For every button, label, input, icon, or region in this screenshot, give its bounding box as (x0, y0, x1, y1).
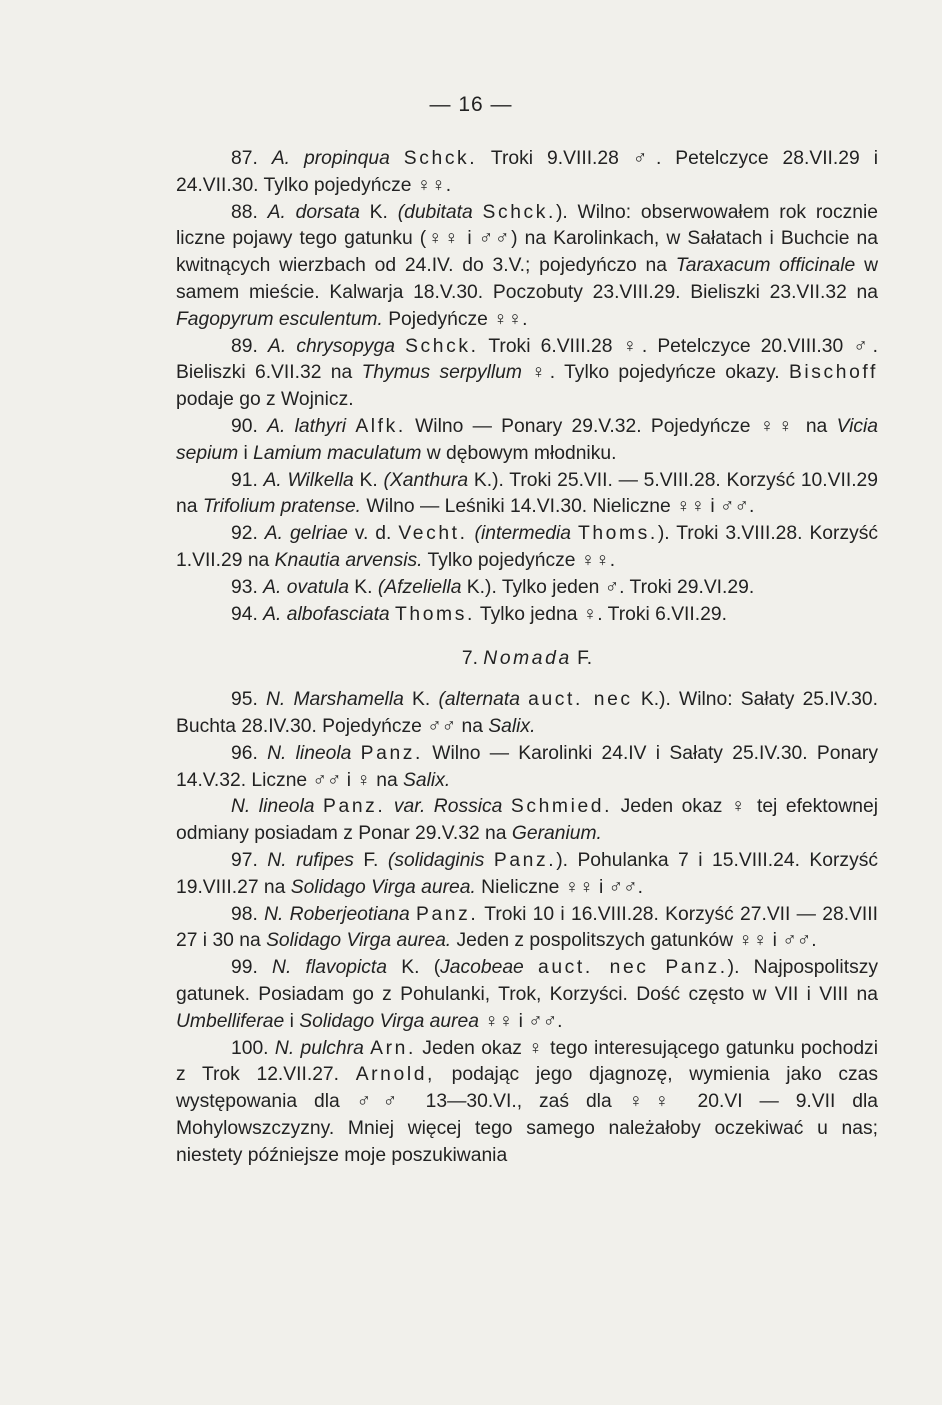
italic-text: Jacobeae (440, 957, 524, 979)
italic-text: N. Roberjeotiana (264, 903, 410, 925)
species-entry (176, 741, 878, 795)
page-number: — 16 — (429, 93, 513, 116)
italic-text: var. Rossica (393, 796, 503, 818)
text-run (351, 743, 360, 764)
italic-text: Solidago Virga aurea. (290, 876, 476, 898)
spaced-text: Panz. (416, 903, 479, 925)
text-run: 91. (231, 469, 264, 491)
spaced-text: Alfk. (355, 415, 406, 437)
text-run: Jeden okaz ♀ tej efektownej odmiany posiadam z Ponar 29.V.32 na (176, 796, 879, 845)
text-run: 92. (231, 523, 265, 545)
text-run: Nieliczne ♀♀ i ♂♂. (475, 876, 643, 898)
text-run (395, 336, 405, 357)
italic-text: (Xanthura (383, 469, 469, 491)
text-run: 95. (231, 689, 266, 711)
text-run: K.). Wilno: Sałaty 25.IV.30. Buchta 28.IV.30. Pojedyńcze ♂♂ na (176, 689, 878, 737)
text-run: ). Najpospolitszy gatunek. Posiadam go z Pohulanki, Trok, Korzyści. Dość często w VII i VIII na (176, 957, 878, 1005)
italic-text: Knautia arvensis. (274, 549, 423, 571)
italic-text: Trifolium pratense. (202, 496, 362, 518)
italic-text: (alternata (438, 689, 520, 711)
italic-text: Vicia sepium (176, 415, 879, 464)
text-run: v. d. (347, 523, 399, 545)
italic-text: A. Wilkella (263, 469, 354, 491)
text-run: K.). Tylko jeden ♂. Troki 29.VI.29. (461, 576, 755, 598)
italic-text: N. flavopicta (272, 957, 388, 979)
text-run: ). Wilno: obserwowałem rok rocznie liczne pojawy tego gatunku (♀♀ i ♂♂) na Karolinkach, w Sałatach i Buchcie na kwitnących wierzbach od 24.IV. do 3.V.; pojedyńczo na (176, 201, 878, 277)
species-entry (176, 334, 878, 414)
text-run: 97. (231, 849, 268, 871)
text-run (484, 850, 494, 871)
text-run: 100. (231, 1037, 275, 1059)
text-run: K. (403, 689, 439, 711)
text-run (346, 416, 355, 437)
spaced-text: auct. nec (528, 689, 633, 711)
species-entry (176, 794, 878, 848)
spaced-text: Arnold, (355, 1064, 435, 1086)
text-run: ♀♀ i ♂♂. (478, 1010, 563, 1032)
text-run: 93. (231, 576, 264, 598)
spaced-text: Panz. (493, 849, 557, 871)
spaced-text: Arn. (370, 1037, 416, 1059)
italic-text: A. lathyri (267, 415, 347, 437)
italic-text: (dubitata (397, 201, 473, 223)
species-entry (176, 955, 878, 1035)
italic-text: Fagopyrum esculentum. (176, 308, 383, 330)
species-entry (176, 468, 878, 522)
species-entry (176, 200, 878, 334)
italic-text: A. gelriae (264, 523, 348, 545)
text-run: i (284, 1010, 300, 1032)
text-run: w dębowym młodniku. (421, 442, 617, 464)
text-run: podaje go z Wojnicz. (176, 389, 354, 411)
text-run: 88. (231, 201, 268, 223)
species-entry (176, 687, 878, 741)
text-run: 90. (231, 415, 268, 437)
spaced-text: Vecht. (398, 523, 468, 545)
section-number: 7. (461, 648, 484, 670)
text-run: ). Pohulanka 7 i 15.VIII.24. Korzyść 19.VIII.27 na (176, 849, 878, 898)
text-run: i (238, 442, 254, 464)
italic-text: Umbelliferae (176, 1010, 285, 1032)
text-run: Troki 6.VIII.28 ♀. Petelczyce 20.VIII.30 ♂. Bieliszki 6.VII.32 na (176, 335, 878, 384)
text-run: K. (353, 469, 384, 491)
text-run: F. (353, 849, 388, 871)
text-run (390, 148, 404, 169)
italic-text: N. lineola (231, 796, 315, 818)
spaced-text: Schmied. (510, 796, 613, 818)
italic-text: Geranium. (511, 823, 602, 845)
italic-text: A. ovatula (263, 576, 349, 598)
text-run: Jeden z pospolitszych gatunków ♀♀ i ♂♂. (451, 930, 817, 952)
body-text (176, 146, 878, 1169)
text-run (524, 957, 538, 978)
text-run: Jeden okaz ♀ tego interesującego gatunku pochodzi z Trok 12.VII.27. (176, 1037, 878, 1086)
italic-text: Taraxacum officinale (675, 255, 856, 277)
spaced-text: Panz. (323, 796, 386, 818)
text-run: 89. (231, 335, 268, 357)
species-entry (176, 602, 878, 629)
italic-text: A. chrysopyga (267, 335, 395, 357)
italic-text: (intermedia (474, 523, 571, 545)
italic-text: Salix. (488, 715, 536, 737)
text-run: K.). Troki 25.VII. — 5.VIII.28. Korzyść 10.VII.29 na (176, 469, 878, 518)
italic-text: A. albofasciata (263, 603, 390, 625)
spaced-text: Bischoff (788, 362, 878, 384)
text-run: Troki 9.VIII.28 ♂. Petelczyce 28.VII.29 i 24.VII.30. Tylko pojedyńcze ♀♀. (176, 148, 878, 196)
italic-text: A. propinqua (271, 148, 390, 169)
spaced-text: Thoms. (395, 603, 475, 625)
section-author: F. (571, 648, 593, 670)
italic-text: Salix. (403, 769, 451, 791)
text-run: w samem mieście. Kalwarja 18.V.30. Poczobuty 23.VIII.29. Bieliszki 23.VII.32 na (176, 255, 878, 303)
italic-text: N. lineola (267, 742, 352, 764)
italic-text: Lamium maculatum (253, 442, 422, 464)
species-entry (176, 1036, 878, 1170)
text-run (468, 523, 475, 544)
species-entry (176, 146, 878, 200)
italic-text: (Afzeliella (377, 576, 462, 598)
text-run: Troki 10 i 16.VIII.28. Korzyść 27.VII — 28.VIII 27 i 30 na (176, 903, 878, 952)
italic-text: N. rufipes (267, 849, 354, 871)
text-run (520, 689, 528, 710)
text-run: Tylko pojedyńcze ♀♀. (422, 549, 616, 571)
text-run: 96. (231, 742, 268, 764)
text-run: K. ( (387, 957, 441, 979)
entries-andrena (176, 146, 878, 628)
spaced-text: Schck. (405, 335, 479, 357)
text-run (473, 202, 483, 223)
text-run: 99. (231, 957, 273, 979)
species-entry (176, 414, 878, 468)
text-run (315, 796, 324, 817)
text-run (571, 523, 578, 544)
text-run: Tylko jedna ♀. Troki 6.VII.29. (474, 603, 727, 625)
spaced-text: Panz. (360, 742, 423, 764)
section-genus: Nomada (483, 648, 572, 670)
species-entry (176, 521, 878, 575)
spaced-text: auct. nec Panz. (538, 957, 728, 979)
text-run: 98. (231, 903, 265, 925)
spaced-text: Schck. (403, 148, 478, 169)
text-run: K. (359, 201, 398, 223)
text-run: podając jego djagnozę, wymienia jako czas występowania dla ♂♂ 13—30.VI., zaś dla ♀♀ 20.VI — 9.VII dla Mohylowszczyzny. Mniej więcej tego samego należałoby oczekiwać u nas; niestety późniejsze moje poszukiwania (176, 1064, 878, 1166)
text-run: K. (348, 576, 378, 598)
text-run: 87. (231, 148, 272, 169)
species-entry (176, 848, 878, 902)
entries-nomada (176, 687, 878, 1169)
text-run: Wilno — Leśniki 14.VI.30. Nieliczne ♀♀ i ♂♂. (361, 496, 755, 518)
text-run: Wilno — Karolinki 24.IV i Sałaty 25.IV.30. Ponary 14.V.32. Liczne ♂♂ i ♀ na (176, 742, 878, 791)
italic-text: N. Marshamella (266, 689, 404, 711)
text-run (385, 796, 394, 817)
section-heading (176, 646, 878, 673)
text-run: 94. (231, 603, 264, 625)
text-run: Pojedyńcze ♀♀. (382, 308, 528, 330)
italic-text: N. pulchra (274, 1037, 364, 1059)
italic-text: Thymus serpyllum (361, 362, 522, 384)
species-entry (176, 575, 878, 602)
text-run: ♀. Tylko pojedyńcze okazy. (521, 362, 789, 384)
italic-text: (solidaginis (387, 849, 485, 871)
italic-text: A. dorsata (267, 201, 360, 223)
spaced-text: Schck. (482, 201, 556, 223)
italic-text: Solidago Virga aurea (299, 1010, 479, 1032)
spaced-text: Thoms. (577, 523, 658, 545)
text-run (502, 796, 511, 817)
text-run: Wilno — Ponary 29.V.32. Pojedyńcze ♀♀ na (405, 415, 837, 437)
species-entry (176, 902, 878, 956)
text-run: ). Troki 3.VIII.28. Korzyść 1.VII.29 na (176, 523, 879, 571)
italic-text: Solidago Virga aurea. (266, 930, 452, 952)
